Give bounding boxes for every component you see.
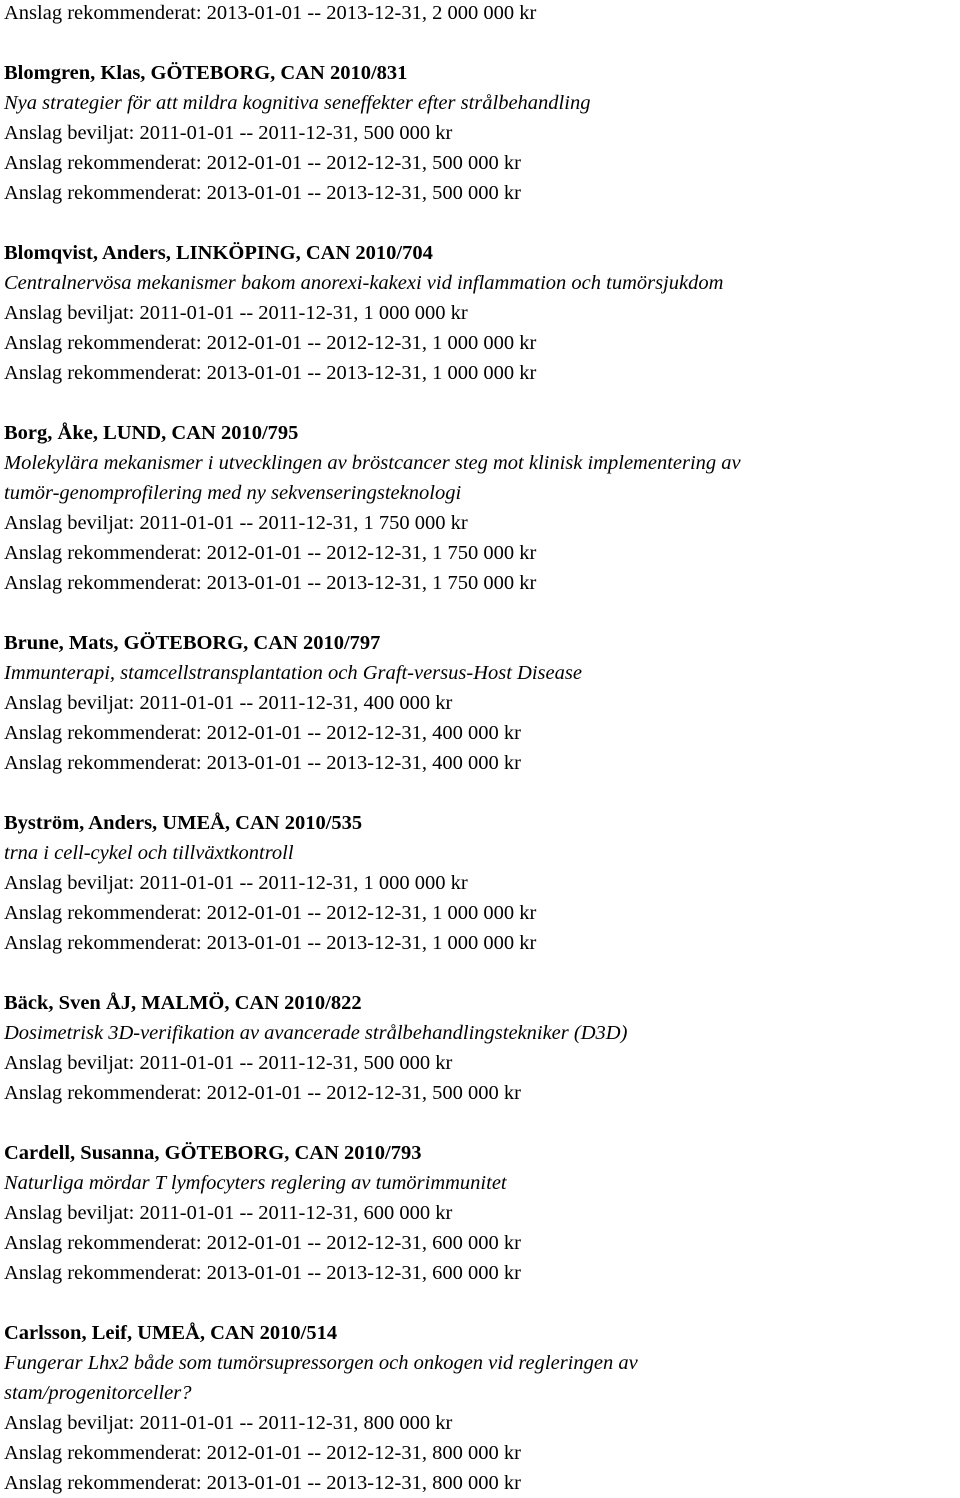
grant-line: Anslag rekommenderat: 2012-01-01 -- 2012-12-31, 400 000 kr xyxy=(4,722,521,744)
grant-line: Anslag beviljat: 2011-01-01 -- 2011-12-31, 1 750 000 kr xyxy=(4,512,468,534)
entry-header: Borg, Åke, LUND, CAN 2010/795 xyxy=(4,422,299,444)
grant-line: Anslag rekommenderat: 2013-01-01 -- 2013-12-31, 500 000 kr xyxy=(4,182,521,204)
grant-line: Anslag beviljat: 2011-01-01 -- 2011-12-31, 1 000 000 kr xyxy=(4,302,468,324)
project-title-line: Dosimetrisk 3D-verifikation av avancerade strålbehandlingstekniker (D3D) xyxy=(4,1022,628,1044)
project-title-line: tumör-genomprofilering med ny sekvenseringsteknologi xyxy=(4,482,462,504)
grant-entry xyxy=(4,418,958,598)
entry-header: Carlsson, Leif, UMEÅ, CAN 2010/514 xyxy=(4,1322,338,1344)
project-title-line: trna i cell-cykel och tillväxtkontroll xyxy=(4,842,294,864)
grant-line: Anslag rekommenderat: 2013-01-01 -- 2013-12-31, 800 000 kr xyxy=(4,1472,521,1494)
grant-entry xyxy=(4,1318,958,1498)
project-title-line: stam/progenitorceller? xyxy=(4,1382,192,1404)
grant-entry xyxy=(4,238,958,388)
grant-line: Anslag rekommenderat: 2012-01-01 -- 2012-12-31, 500 000 kr xyxy=(4,152,521,174)
entry-header: Cardell, Susanna, GÖTEBORG, CAN 2010/793 xyxy=(4,1142,422,1164)
grant-line: Anslag beviljat: 2011-01-01 -- 2011-12-31, 500 000 kr xyxy=(4,122,453,144)
entry-header: Blomqvist, Anders, LINKÖPING, CAN 2010/704 xyxy=(4,242,433,264)
grant-line: Anslag rekommenderat: 2012-01-01 -- 2012-12-31, 1 750 000 kr xyxy=(4,542,537,564)
grant-entry xyxy=(4,1138,958,1288)
entry-header: Byström, Anders, UMEÅ, CAN 2010/535 xyxy=(4,812,363,834)
grant-list-document xyxy=(4,0,958,1498)
entry-header: Bäck, Sven ÅJ, MALMÖ, CAN 2010/822 xyxy=(4,992,362,1014)
grant-entry xyxy=(4,808,958,958)
grant-line: Anslag rekommenderat: 2013-01-01 -- 2013-12-31, 1 000 000 kr xyxy=(4,932,537,954)
project-title-line: Immunterapi, stamcellstransplantation och Graft-versus-Host Disease xyxy=(4,662,582,684)
grant-entry xyxy=(4,988,958,1108)
project-title-line: Naturliga mördar T lymfocyters reglering av tumörimmunitet xyxy=(4,1172,507,1194)
grant-line: Anslag rekommenderat: 2012-01-01 -- 2012-12-31, 1 000 000 kr xyxy=(4,902,537,924)
top-grant-line: Anslag rekommenderat: 2013-01-01 -- 2013-12-31, 2 000 000 kr xyxy=(4,2,537,24)
grant-line: Anslag rekommenderat: 2013-01-01 -- 2013-12-31, 1 000 000 kr xyxy=(4,362,537,384)
grant-line: Anslag beviljat: 2011-01-01 -- 2011-12-31, 600 000 kr xyxy=(4,1202,453,1224)
grant-entry xyxy=(4,58,958,208)
entry-header: Brune, Mats, GÖTEBORG, CAN 2010/797 xyxy=(4,632,381,654)
grant-line: Anslag beviljat: 2011-01-01 -- 2011-12-31, 800 000 kr xyxy=(4,1412,453,1434)
grant-line: Anslag rekommenderat: 2012-01-01 -- 2012-12-31, 800 000 kr xyxy=(4,1442,521,1464)
grant-line: Anslag rekommenderat: 2012-01-01 -- 2012-12-31, 600 000 kr xyxy=(4,1232,521,1254)
grant-entry xyxy=(4,628,958,778)
grant-line: Anslag rekommenderat: 2012-01-01 -- 2012-12-31, 1 000 000 kr xyxy=(4,332,537,354)
project-title-line: Fungerar Lhx2 både som tumörsupressorgen och onkogen vid regleringen av xyxy=(4,1352,638,1374)
project-title-line: Nya strategier för att mildra kognitiva seneffekter efter strålbehandling xyxy=(4,92,591,114)
grant-line: Anslag beviljat: 2011-01-01 -- 2011-12-31, 400 000 kr xyxy=(4,692,453,714)
grant-entries xyxy=(4,58,958,1498)
grant-line: Anslag rekommenderat: 2012-01-01 -- 2012-12-31, 500 000 kr xyxy=(4,1082,521,1104)
entry-header: Blomgren, Klas, GÖTEBORG, CAN 2010/831 xyxy=(4,62,408,84)
project-title-line: Molekylära mekanismer i utvecklingen av bröstcancer steg mot klinisk implementering av xyxy=(4,452,741,474)
grant-line: Anslag beviljat: 2011-01-01 -- 2011-12-31, 500 000 kr xyxy=(4,1052,453,1074)
grant-line: Anslag rekommenderat: 2013-01-01 -- 2013-12-31, 1 750 000 kr xyxy=(4,572,537,594)
grant-line: Anslag rekommenderat: 2013-01-01 -- 2013-12-31, 400 000 kr xyxy=(4,752,521,774)
project-title-line: Centralnervösa mekanismer bakom anorexi-kakexi vid inflammation och tumörsjukdom xyxy=(4,272,724,294)
grant-line: Anslag beviljat: 2011-01-01 -- 2011-12-31, 1 000 000 kr xyxy=(4,872,468,894)
grant-line: Anslag rekommenderat: 2013-01-01 -- 2013-12-31, 600 000 kr xyxy=(4,1262,521,1284)
